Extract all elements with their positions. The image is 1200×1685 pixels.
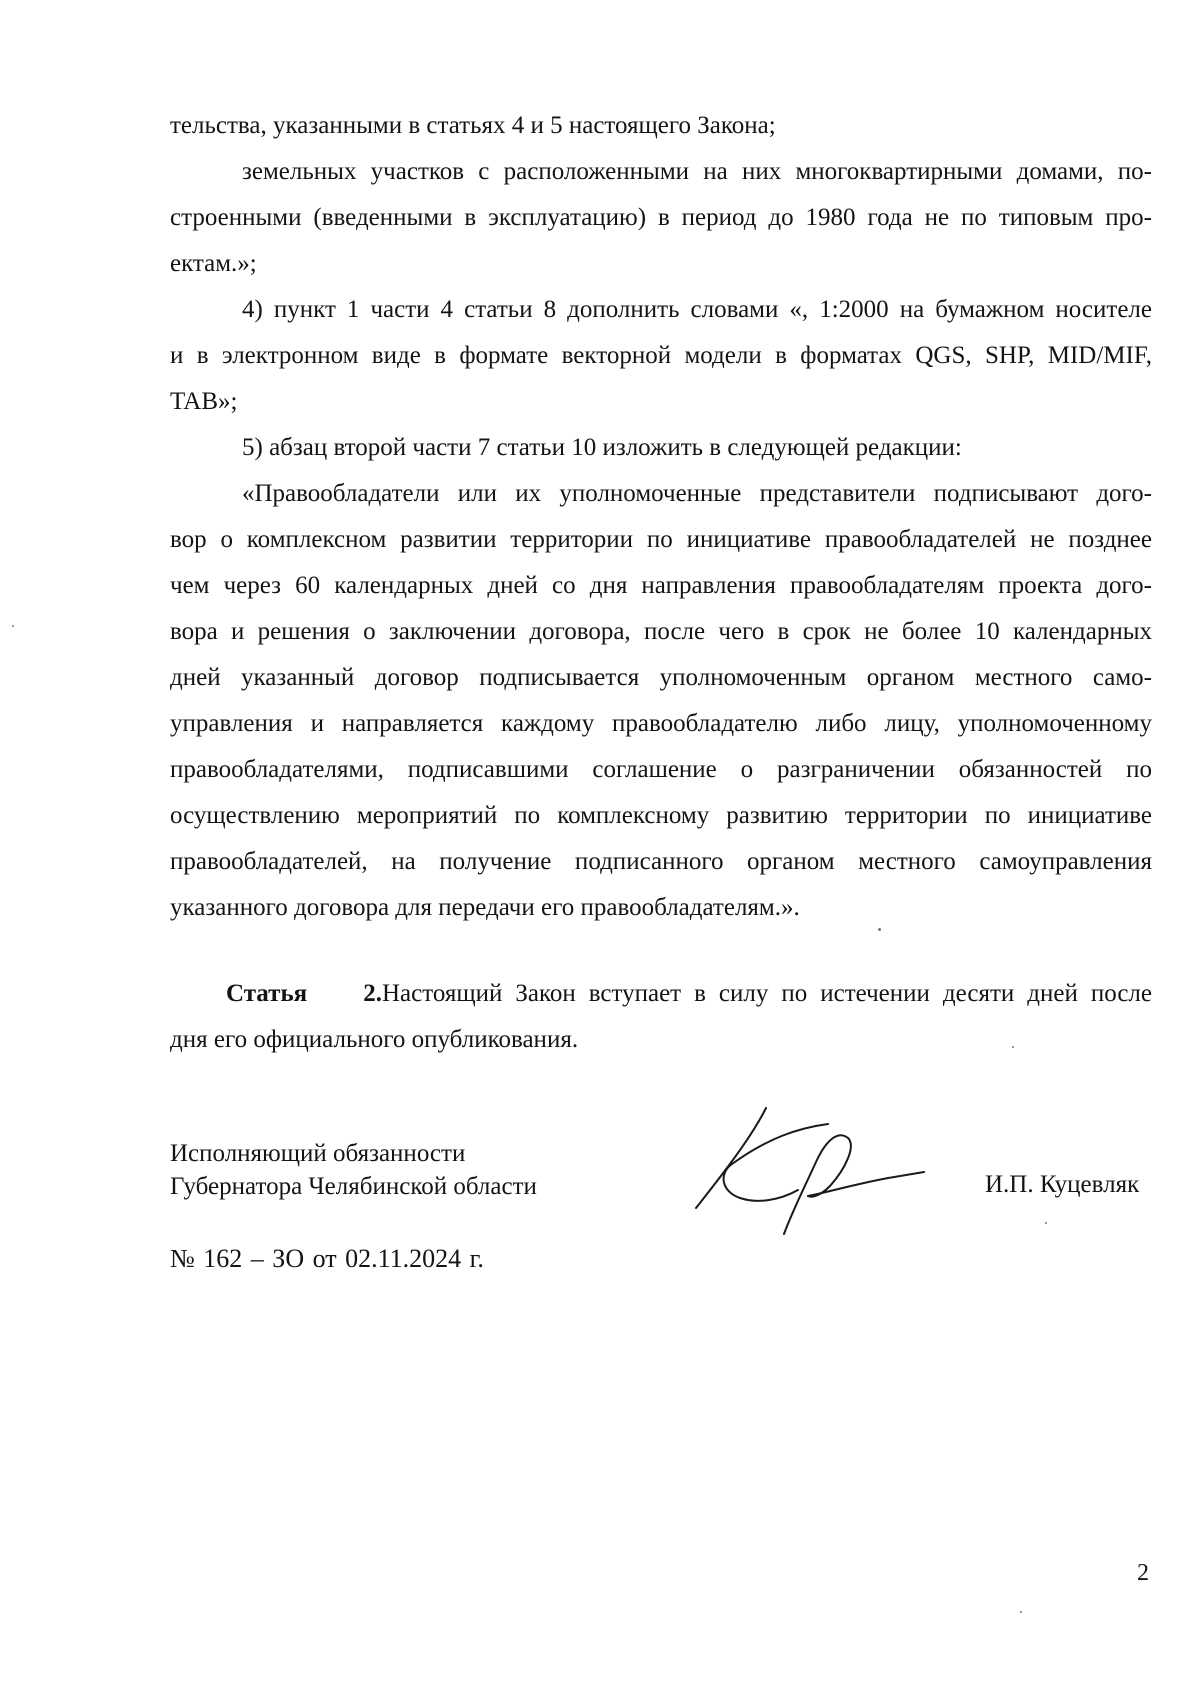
text-line: правообладателями, подписавшими соглашение о разграничении обязанностей по bbox=[170, 756, 1152, 783]
scan-speck bbox=[1020, 1611, 1022, 1613]
signer-position-line: Губернатора Челябинской области bbox=[170, 1173, 537, 1200]
text-line: и в электронном виде в формате векторной модели в форматах QGS, SHP, MID/MIF, bbox=[170, 342, 1152, 369]
article-text: Настоящий Закон вступает в силу по истечении десяти дней после bbox=[382, 980, 1152, 1007]
text-line: дней указанный договор подписывается уполномоченным органом местного само- bbox=[170, 664, 1152, 691]
article-text: дня его официального опубликования. bbox=[170, 1026, 579, 1053]
text-line: правообладателей, на получение подписанного органом местного самоуправления bbox=[170, 848, 1152, 875]
article-2 bbox=[170, 971, 1152, 1063]
text-line: указанного договора для передачи его правообладателям.». bbox=[170, 894, 800, 921]
scan-speck bbox=[1012, 1046, 1014, 1048]
page-number: 2 bbox=[1137, 1560, 1149, 1586]
law-number: № 162 – ЗО от 02.11.2024 г. bbox=[170, 1244, 484, 1273]
text-line: «Правообладатели или их уполномоченные представители подписывают дого- bbox=[242, 480, 1152, 507]
text-line: строенными (введенными в эксплуатацию) в период до 1980 года не по типовым про- bbox=[170, 204, 1152, 231]
signer-position bbox=[170, 1137, 537, 1203]
body-text bbox=[170, 103, 1152, 931]
signer-name: И.П. Куцевляк bbox=[985, 1171, 1140, 1198]
text-line: управления и направляется каждому правообладателю либо лицу, уполномоченному bbox=[170, 710, 1152, 737]
scan-speck bbox=[1045, 1222, 1047, 1224]
text-line: ектам.»; bbox=[170, 250, 257, 277]
text-line: 4) пункт 1 части 4 статьи 8 дополнить словами «, 1:2000 на бумажном носителе bbox=[242, 296, 1152, 323]
scan-speck bbox=[878, 928, 881, 931]
article-heading: Статья 2. bbox=[226, 980, 382, 1007]
text-line: тельства, указанными в статьях 4 и 5 настоящего Закона; bbox=[170, 112, 776, 139]
handwritten-signature bbox=[688, 1100, 938, 1240]
scan-speck bbox=[12, 625, 14, 627]
text-line: осуществлению мероприятий по комплексному развитию территории по инициативе bbox=[170, 802, 1152, 829]
signer-position-line: Исполняющий обязанности bbox=[170, 1140, 466, 1167]
text-line: TAB»; bbox=[170, 388, 238, 415]
text-line: земельных участков с расположенными на них многоквартирными домами, по- bbox=[242, 158, 1152, 185]
text-line: вора и решения о заключении договора, после чего в срок не более 10 календарных bbox=[170, 618, 1152, 645]
text-line: вор о комплексном развитии территории по инициативе правообладателей не позднее bbox=[170, 526, 1152, 553]
article-2-first-line bbox=[170, 971, 1152, 1017]
text-line: чем через 60 календарных дней со дня направления правообладателям проекта дого- bbox=[170, 572, 1152, 599]
text-line: 5) абзац второй части 7 статьи 10 изложить в следующей редакции: bbox=[242, 434, 962, 461]
